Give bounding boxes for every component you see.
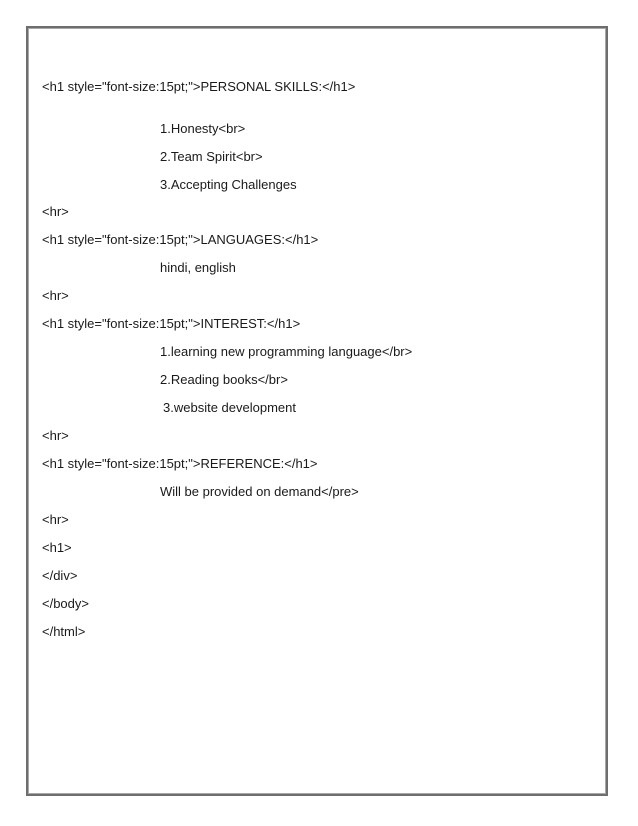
h1-tag-line: <h1> bbox=[42, 540, 72, 555]
closing-html-line: </html> bbox=[42, 624, 86, 639]
interest-reading-line: 2.Reading books</br> bbox=[160, 372, 288, 387]
hr-tag-line-4: <hr> bbox=[42, 512, 69, 527]
hr-tag-line-2: <hr> bbox=[42, 288, 69, 303]
interest-website-line: 3.website development bbox=[163, 400, 296, 415]
hr-tag-line-3: <hr> bbox=[42, 428, 69, 443]
skill-accepting-challenges-line: 3.Accepting Challenges bbox=[160, 177, 297, 192]
closing-body-line: </body> bbox=[42, 596, 89, 611]
page-border-frame bbox=[26, 26, 608, 796]
skill-team-spirit-line: 2.Team Spirit<br> bbox=[160, 149, 263, 164]
reference-value-line: Will be provided on demand</pre> bbox=[160, 484, 359, 499]
hr-tag-line-1: <hr> bbox=[42, 204, 69, 219]
heading-reference-line: <h1 style="font-size:15pt;">REFERENCE:</h1> bbox=[42, 456, 318, 471]
heading-personal-skills-line: <h1 style="font-size:15pt;">PERSONAL SKILLS:</h1> bbox=[42, 79, 356, 94]
languages-value-line: hindi, english bbox=[160, 260, 236, 275]
heading-languages-line: <h1 style="font-size:15pt;">LANGUAGES:</h1> bbox=[42, 232, 319, 247]
closing-div-line: </div> bbox=[42, 568, 78, 583]
skill-honesty-line: 1.Honesty<br> bbox=[160, 121, 246, 136]
heading-interest-line: <h1 style="font-size:15pt;">INTEREST:</h1> bbox=[42, 316, 301, 331]
interest-programming-line: 1.learning new programming language</br> bbox=[160, 344, 413, 359]
